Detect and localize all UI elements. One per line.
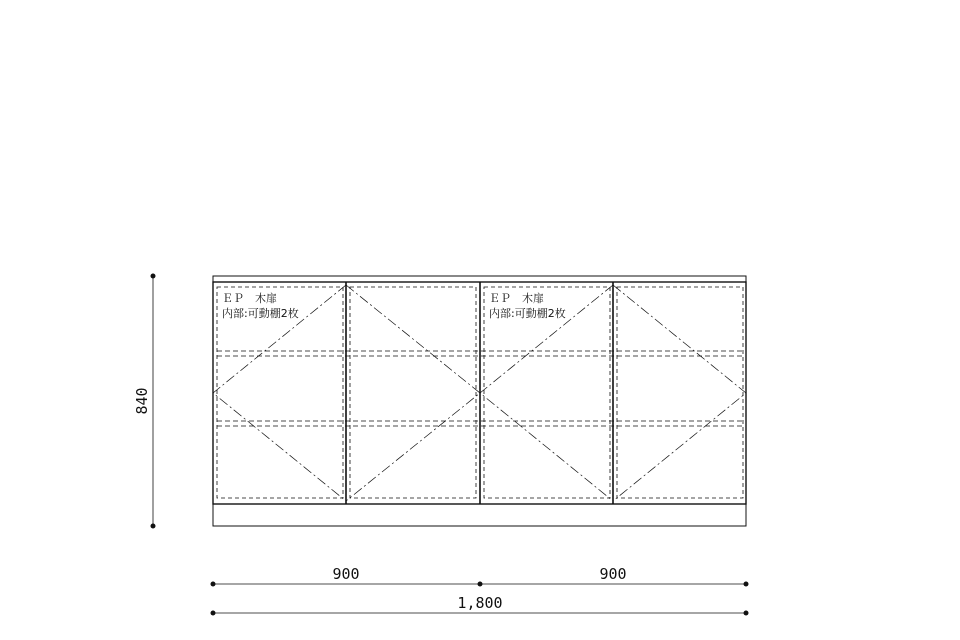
swing-right-unit xyxy=(613,285,746,501)
interior-label: 内部:可動棚2枚 xyxy=(222,307,299,320)
plinth xyxy=(213,504,746,526)
width-value-right: 900 xyxy=(599,565,627,583)
total-width-dimension xyxy=(211,594,749,616)
dimension-point xyxy=(151,524,156,529)
height-value: 840 xyxy=(133,387,151,415)
dimension-point xyxy=(744,582,749,587)
total-width-value: 1,800 xyxy=(457,594,503,612)
dimension-point xyxy=(211,611,216,616)
dimension-point xyxy=(478,582,483,587)
dimension-point xyxy=(211,582,216,587)
dimension-point xyxy=(744,611,749,616)
interior-label: 内部:可動棚2枚 xyxy=(489,307,566,320)
swing-left-unit xyxy=(346,285,480,501)
panel-label: ＥＰ 木扉 xyxy=(489,292,544,305)
width-value-left: 900 xyxy=(332,565,360,583)
height-dimension xyxy=(133,274,156,529)
countertop xyxy=(213,276,746,282)
panel-label: ＥＰ 木扉 xyxy=(222,292,277,305)
width-dimension xyxy=(211,565,749,587)
dimension-point xyxy=(151,274,156,279)
